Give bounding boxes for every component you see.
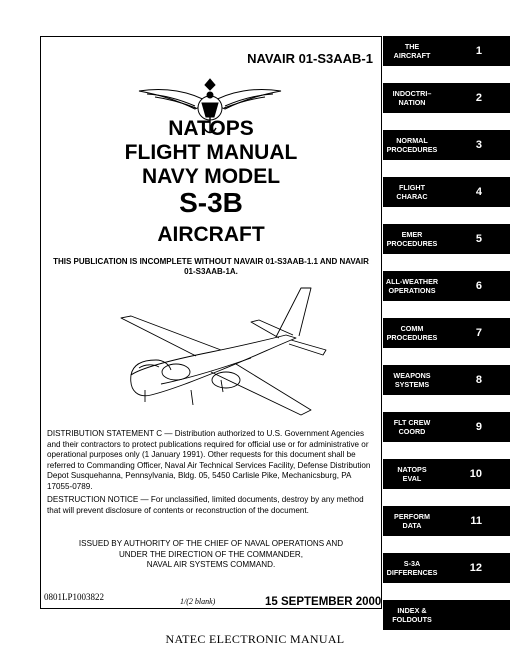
issued-by-line: UNDER THE DIRECTION OF THE COMMANDER, [118, 549, 304, 559]
tab-label: EMER PROCEDURES [386, 230, 438, 248]
s3b-aircraft-illustration-icon [101, 280, 331, 420]
tab-label: NORMAL PROCEDURES [386, 136, 438, 154]
tab-label: INDEX & FOLDOUTS [392, 606, 432, 624]
tab-label: THE AIRCRAFT [393, 42, 431, 60]
title-flight-manual: FLIGHT MANUAL [124, 141, 298, 164]
tab-label: S-3A DIFFERENCES [386, 559, 438, 577]
tab-flight-charac[interactable] [383, 177, 510, 207]
title-model-s3b: S-3B [179, 187, 243, 218]
tab-label: COMM PROCEDURES [386, 324, 438, 342]
title-natops: NATOPS [168, 117, 254, 140]
publication-date: 15 SEPTEMBER 2000 [265, 596, 382, 608]
tab-natops-eval[interactable] [383, 459, 510, 489]
issued-by-line: NAVAL AIR SYSTEMS COMMAND. [146, 560, 276, 569]
title-navy-model: NAVY MODEL [141, 165, 281, 188]
tab-number: 2 [475, 92, 482, 104]
tab-s3a-differences[interactable] [383, 553, 510, 583]
tab-number: 7 [475, 327, 482, 339]
tab-label: FLT CREW COORD [393, 418, 431, 436]
tab-label: INDOCTRI– NATION [392, 89, 432, 107]
tab-the-aircraft[interactable] [383, 36, 510, 66]
tab-number: 12 [469, 562, 482, 574]
tab-label: ALL-WEATHER OPERATIONS [385, 277, 439, 295]
distribution-statement: DISTRIBUTION STATEMENT C — Distribution authorized to U.S. Government Agencies and their contractors to protect publications required for official use or for administrative or operational purposes only (1 January 1991). Other requests for this document shall be referred to Commanding Officer, Naval Air Technical Services Facility, Defense Distribution Depot Susquehanna, Pennsylvania, Bldg. 05, 5450 Carlisle Pike, Mechanicsburg, PA 17055-0789. [47, 429, 371, 491]
tab-label: PERFORM DATA [394, 512, 430, 530]
tab-number: 8 [475, 374, 482, 386]
tab-label: FLIGHT CHARAC [396, 183, 428, 201]
footer-natec: NATEC ELECTRONIC MANUAL [165, 632, 345, 646]
destruction-notice: DESTRUCTION NOTICE — For unclassified, limited documents, destroy by any method that will prevent disclosure of contents or reconstruction of the document. [47, 495, 364, 515]
tab-number: 3 [475, 139, 482, 151]
tab-label: WEAPONS SYSTEMS [393, 371, 431, 389]
tab-perform-data[interactable] [383, 506, 510, 536]
tab-number: 10 [469, 468, 482, 480]
title-page-frame [40, 36, 382, 609]
tab-number: 1 [475, 45, 482, 57]
tab-indoctrination[interactable] [383, 83, 510, 113]
tab-comm-procedures[interactable] [383, 318, 510, 348]
incomplete-notice: THIS PUBLICATION IS INCOMPLETE WITHOUT NAVAIR 01-S3AAB-1.1 AND NAVAIR 01-S3AAB-1A. [53, 257, 369, 276]
tab-number: 4 [475, 186, 482, 198]
tab-normal-procedures[interactable] [383, 130, 510, 160]
tab-index-foldouts[interactable] [383, 600, 510, 630]
title-aircraft: AIRCRAFT [157, 223, 265, 246]
issued-by-authority [41, 539, 381, 571]
tab-number: 9 [475, 421, 482, 433]
tab-label: NATOPS EVAL [397, 465, 427, 483]
tab-weapons-systems[interactable] [383, 365, 510, 395]
page-note: 1/(2 blank) [180, 597, 216, 606]
tab-emer-procedures[interactable] [383, 224, 510, 254]
tab-number: 5 [475, 233, 482, 245]
tab-number: 6 [475, 280, 482, 292]
tab-all-weather-operations[interactable] [383, 271, 510, 301]
tab-flt-crew-coord[interactable] [383, 412, 510, 442]
issued-by-line: ISSUED BY AUTHORITY OF THE CHIEF OF NAVAL OPERATIONS AND [78, 539, 344, 548]
document-number: NAVAIR 01-S3AAB-1 [247, 51, 373, 66]
lp-code: 0801LP1003822 [44, 592, 105, 602]
tab-number: 11 [470, 515, 482, 527]
